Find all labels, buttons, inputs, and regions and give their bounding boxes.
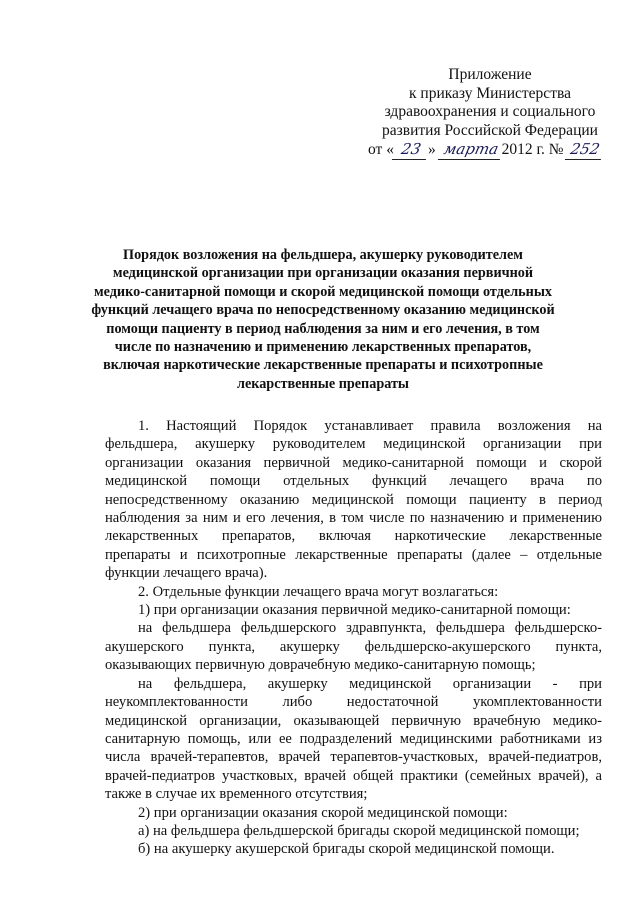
item-1b-line: числа врачей-терапевтов, врачей терапевтов-участковых, врачей-педиатров, (105, 749, 602, 766)
item-1-line: на фельдшера фельдшерского здравпункта, фельдшера фельдшерско- (138, 620, 602, 637)
item-1b-line: на фельдшера, акушерку медицинской организации - при (138, 675, 602, 692)
item-1-line: оказывающих первичную доврачебную медико-санитарную помощь; (105, 657, 536, 674)
title-line: медико-санитарной помощи и скорой медицинской помощи отдельных (93, 283, 553, 300)
handwritten-order-number: 252 (565, 140, 605, 160)
paragraph-1-line: 1. Настоящий Порядок устанавливает правила возложения на (138, 418, 602, 434)
paragraph-1-line: организации оказания первичной медико-санитарной помощи и скорой (105, 454, 602, 471)
paragraph-1-line: функции лечащего врача). (105, 565, 268, 582)
appendix-line: развития Российской Федерации (382, 121, 598, 139)
document-title (88, 246, 558, 393)
date-mid: » (427, 141, 436, 158)
item-1-line: акушерского пункта, акушерку фельдшерско-акушерского пункта, (105, 638, 602, 655)
title-line: медицинской организации при организации оказания первичной (112, 265, 534, 282)
title-line: функций лечащего врача по непосредственному оказанию медицинской (91, 302, 555, 319)
date-prefix: от « (368, 141, 394, 158)
paragraph-1-line: медицинской помощи отдельных функций лечащего врача по (105, 473, 602, 490)
appendix-block (368, 66, 602, 160)
item-1b-line: неукомплектованности либо недостаточной укомплектованности (105, 694, 602, 711)
item-2-heading: 2) при организации оказания скорой медицинской помощи: (138, 804, 508, 821)
title-line: числе по назначению и применению лекарственных препаратов, (114, 339, 532, 356)
title-line: включая наркотические лекарственные препараты и психотропные (103, 357, 543, 374)
item-1b-line: санитарную помощь, или ее подразделений медицинскими работниками из (105, 730, 602, 747)
document-body (105, 417, 602, 859)
appendix-line: к приказу Министерства (409, 84, 571, 102)
paragraph-1-line: непосредственному оказанию медицинской помощи пациенту в период (105, 491, 602, 508)
title-line: помощи пациенту в период наблюдения за ним и его лечения, в том (106, 320, 540, 337)
paragraph-2: 2. Отдельные функции лечащего врача могут возлагаться: (138, 583, 499, 600)
item-1-heading: 1) при организации оказания первичной медико-санитарной помощи: (138, 602, 571, 619)
item-2a: а) на фельдшера фельдшерской бригады скорой медицинской помощи; (138, 822, 580, 839)
appendix-line: здравоохранения и социального (384, 103, 596, 120)
item-2b: б) на акушерку акушерской бригады скорой медицинской помощи. (138, 841, 555, 858)
handwritten-month: марта (438, 140, 504, 160)
appendix-line: Приложение (448, 66, 532, 83)
handwritten-day: 23 (392, 140, 430, 160)
title-line: лекарственные препараты (237, 375, 409, 392)
title-line: Порядок возложения на фельдшера, акушерку руководителем (123, 247, 523, 263)
date-year: 2012 г. № (501, 141, 564, 158)
item-1b-line: врачей-педиатров участковых, врачей общей практики (семейных врачей), а (105, 767, 602, 784)
paragraph-1-line: фельдшера, акушерку руководителем медицинской организации при (105, 436, 602, 453)
item-1b-line: медицинской организации, оказывающей первичную врачебную медико- (105, 712, 602, 729)
paragraph-1-line: лекарственных препаратов, включая наркотические лекарственные (105, 528, 602, 545)
item-1b-line: также в случае их временного отсутствия; (105, 786, 368, 803)
paragraph-1-line: препараты и психотропные лекарственные препараты (далее – отдельные (105, 546, 602, 563)
order-date-line (368, 140, 600, 160)
paragraph-1-line: наблюдения за ним и его лечения, в том числе по назначению и применению (105, 510, 602, 527)
